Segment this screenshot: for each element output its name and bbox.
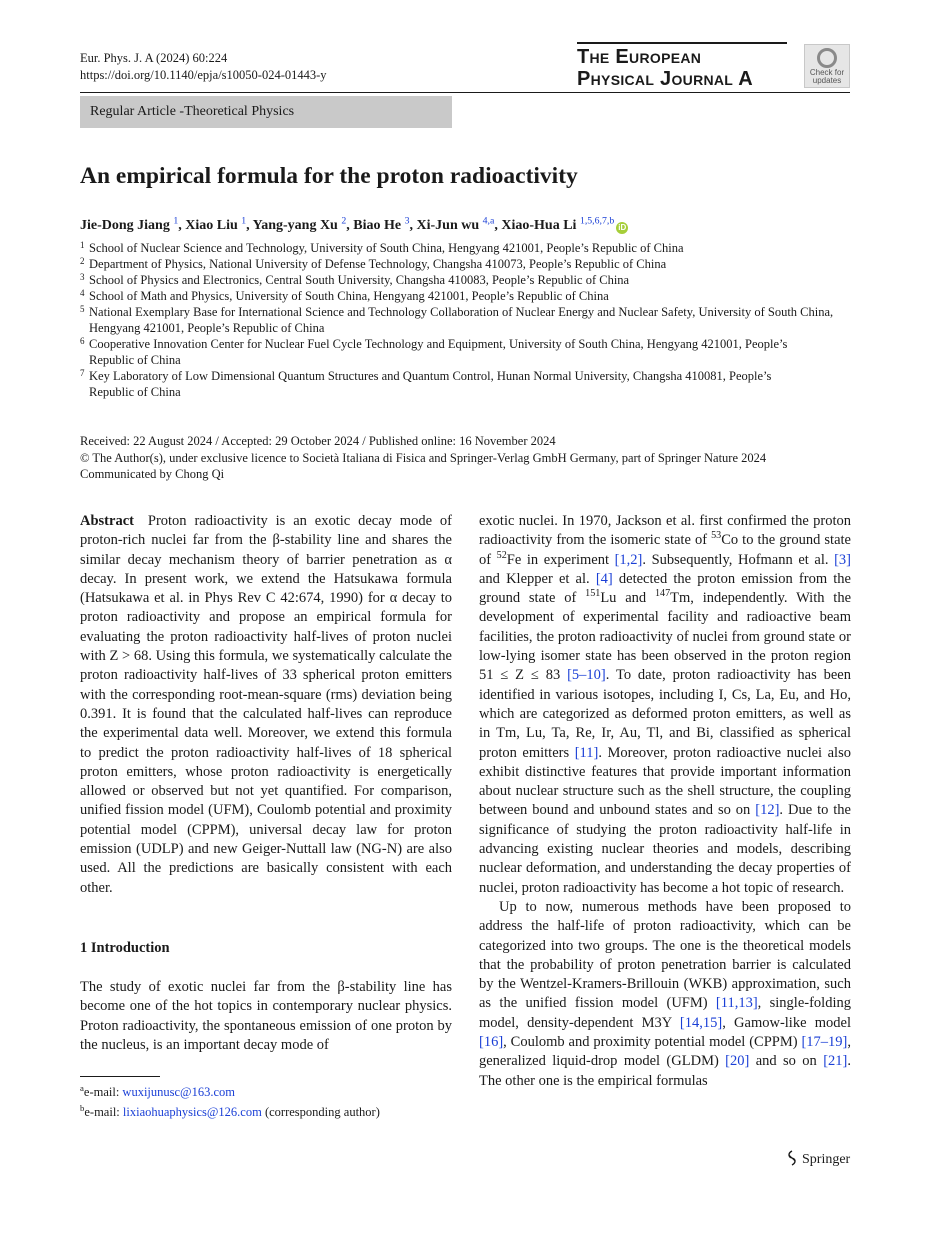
author: Xiao-Hua Li $^{1,5,6,7,b}$iD — [501, 215, 627, 233]
affiliation: 7 Key Laboratory of Low Dimensional Quantum Structures and Quantum Control, Hunan Normal University, Changsha 410081, People’s Republic of China — [80, 368, 772, 399]
logo-rule — [577, 42, 787, 44]
header-divider — [80, 92, 850, 93]
intro-paragraph: The study of exotic nuclei far from the β-stability line has become one of the hot topics in contemporary nuclear physics. Proton radioactivity, the spontaneous emission of one proton by the nucleus, is an important decay mode of — [80, 979, 452, 1053]
affiliation: 2 Department of Physics, National University of Defense Technology, Changsha 410073, People’s Republic of China — [80, 256, 667, 271]
affiliation: 6 Cooperative Innovation Center for Nuclear Fuel Cycle Technology and Equipment, University of South China, Hengyang 421001, People’s Republic of China — [80, 336, 788, 367]
affiliation: 3 School of Physics and Electronics, Central South University, Changsha 410083, People’s Republic of China — [80, 272, 630, 287]
abstract-text: Proton radioactivity is an exotic decay mode of proton-rich nuclei far from the β-stability line and shares the similar decay mechanism theory of barrier penetration as α decay. In present work, we extend the Hatsukawa formula (Hatsukawa et al. in Phys Rev C 42:674, 1990) for α decay to proton radioactivity and propose an empirical formula for evaluating the proton radioactivity half-lives of proton nuclei with Z > 68. Using this formula, we systematically calculate the proton radioactivity half-lives of 33 spherical proton emitters with the corresponding root-mean-square (rms) deviation being 0.391. It is found that the calculated half-lives can reproduce the experimental data well. Moreover, we extend this formula to predict the proton radioactivity half-lives of 18 spherical proton emitters, whose proton radioactivity is energetically allowed or observed but not yet quantified. For comparison, unified fission model (UFM), Coulomb potential and proximity potential model (CPPM), universal decay law for proton emission (UDLP) and new Geiger-Nuttall law (NG-N) are also used. All the predictions are basically consistent with each other. — [80, 513, 453, 896]
citation-link[interactable]: [14,15] — [679, 1014, 723, 1031]
check-updates-text1: Check for — [809, 68, 845, 77]
author-affiliation-ref[interactable]: 3 — [404, 215, 410, 227]
article-title: An empirical formula for the proton radioactivity — [80, 163, 578, 189]
author-affiliation-ref[interactable]: 1 — [241, 215, 247, 227]
affiliation: 5 National Exemplary Base for International Science and Technology Collaboration of Nuclear Energy and Nuclear Safety, University of South China, Hengyang 421001, People’s Republic of China — [80, 304, 834, 335]
citation-link[interactable]: [1,2] — [614, 551, 643, 568]
check-for-updates-icon[interactable] — [804, 44, 850, 88]
publisher-logo — [785, 1150, 850, 1170]
journal-name-line1: The European — [577, 46, 702, 68]
author-affiliation-ref[interactable]: 4,a — [482, 215, 495, 227]
citation-link[interactable]: [17–19] — [801, 1034, 848, 1051]
citation-link[interactable]: [5–10] — [567, 667, 606, 684]
communicated-by: Communicated by Chong Qi — [80, 467, 225, 481]
section-heading: 1 Introduction — [80, 940, 170, 956]
author: Jie-Dong Jiang $^1$ — [80, 215, 179, 233]
email-link[interactable]: wuxijunusc@163.com — [122, 1085, 235, 1099]
check-circle-icon — [817, 48, 837, 68]
author-affiliation-ref[interactable]: 1 — [173, 215, 179, 227]
citation: Eur. Phys. J. A (2024) 60:224 — [80, 51, 228, 65]
citation-link[interactable]: [12] — [755, 802, 780, 819]
citation-link[interactable]: [11,13] — [715, 995, 758, 1012]
journal-logo — [577, 42, 787, 90]
abstract-section — [80, 512, 452, 898]
footnote-divider — [80, 1076, 160, 1077]
doi-link[interactable]: https://doi.org/10.1140/epja/s10050-024-01443-y — [80, 68, 327, 82]
abstract-label: Abstract — [80, 513, 134, 529]
citation-link[interactable]: [20] — [725, 1053, 750, 1070]
citation-link[interactable]: [3] — [834, 551, 851, 568]
author: Biao He $^3$ — [353, 215, 410, 233]
citation-link[interactable]: [11] — [574, 744, 599, 761]
publisher-name: Springer — [802, 1152, 851, 1167]
copyright-notice: © The Author(s), under exclusive licence to Società Italiana di Fisica and Springer-Verlag GmbH Germany, part of Springer Nature 2024 — [80, 450, 767, 465]
author: Yang-yang Xu $^2$ — [252, 215, 347, 233]
footnotes — [80, 1082, 380, 1122]
orcid-icon[interactable]: iD — [618, 223, 627, 232]
springer-logo-icon — [785, 1150, 799, 1166]
affiliation-list — [80, 240, 855, 400]
author-affiliation-ref[interactable]: 2 — [341, 215, 347, 227]
check-updates-text2: updates — [812, 76, 842, 85]
author-affiliation-ref[interactable]: 1,5,6,7,b — [579, 215, 615, 227]
citation-link[interactable]: [21] — [823, 1053, 848, 1070]
citation-link[interactable]: [16] — [479, 1034, 504, 1051]
citation-link[interactable]: [4] — [595, 570, 613, 587]
journal-citation-block — [80, 50, 327, 84]
history-dates: Received: 22 August 2024 / Accepted: 29 October 2024 / Published online: 16 November 2024 — [80, 434, 556, 448]
author: Xiao Liu $^1$ — [185, 215, 247, 233]
author: Xi-Jun wu $^{4,a}$ — [416, 215, 495, 233]
footnote: $^a$e-mail: wuxijunusc@163.com — [80, 1082, 235, 1099]
article-type-banner: Regular Article -Theoretical Physics — [80, 96, 452, 128]
affiliation: 4 School of Math and Physics, University of South China, Hengyang 421001, People’s Republic of China — [80, 288, 609, 303]
paragraph: exotic nuclei. In 1970, Jackson et al. first confirmed the proton radioactivity from the isomeric state of $^{53}$Co to the ground state of $^{52}$Fe in experiment [1,2]. Subsequently, Hofmann et al. [3] and Klepper et al. [4] detected the proton emission from the ground state of $^{151}$Lu and $^{147}$Tm, independently. With the development of experimental facility and radioactive beam facilities, the proton radioactivity of nuclei from ground state or low-lying isomer state has been observed in the proton region 51 ≤ Z ≤ 83 [5–10]. To date, proton radioactivity has been identified in various isotopes, including I, Cs, La, Eu, and Ho, which are categorized as deformed proton emitters, as well as in Tm, Lu, Ta, Re, Ir, Au, Tl, and Bi, classified as spherical proton emitters [11]. Moreover, proton radioactive nuclei also exhibit distinctive features that provide important information about nuclear structure such as the shell structure, the coupling between bound and unbound states and so on [12]. Due to the significance of studying the proton radioactivity half-life in advancing existing nuclear theories and models, describing nuclear deformation, and understanding the decay properties of nuclei, proton radioactivity has become a hot topic of research. — [479, 513, 852, 896]
journal-name-line2: Physical Journal A — [577, 68, 754, 90]
footnote: $^b$e-mail: lixiaohuaphysics@126.com (corresponding author) — [80, 1102, 380, 1119]
paragraph: Up to now, numerous methods have been proposed to address the half-life of proton radioactivity, which can be categorized into two groups. The one is the theoretical models that the probability of proton penetration barrier is calculated by the Wentzel-Kramers-Brillouin (WKB) approximation, such as the unified fission model (UFM) [11,13], single-folding model, density-dependent M3Y [14,15], Gamow-like model [16], Coulomb and proximity potential model (CPPM) [17–19], generalized liquid-drop model (GLDM) [20] and so on [21]. The other one is the empirical formulas — [479, 898, 851, 1089]
email-link[interactable]: lixiaohuaphysics@126.com — [122, 1105, 262, 1119]
publication-history — [80, 433, 766, 483]
author-list: Jie-Dong Jiang $^1$, Xiao Liu $^1$, Yang-yang Xu $^2$, Biao He $^3$, Xi-Jun wu $^{4,a}$, Xiao-Hua Li $^{1,5,6,7,b}$iD — [80, 215, 627, 233]
affiliation: 1 School of Nuclear Science and Technology, University of South China, Hengyang 421001, People’s Republic of China — [80, 240, 684, 255]
right-column — [479, 512, 851, 1091]
